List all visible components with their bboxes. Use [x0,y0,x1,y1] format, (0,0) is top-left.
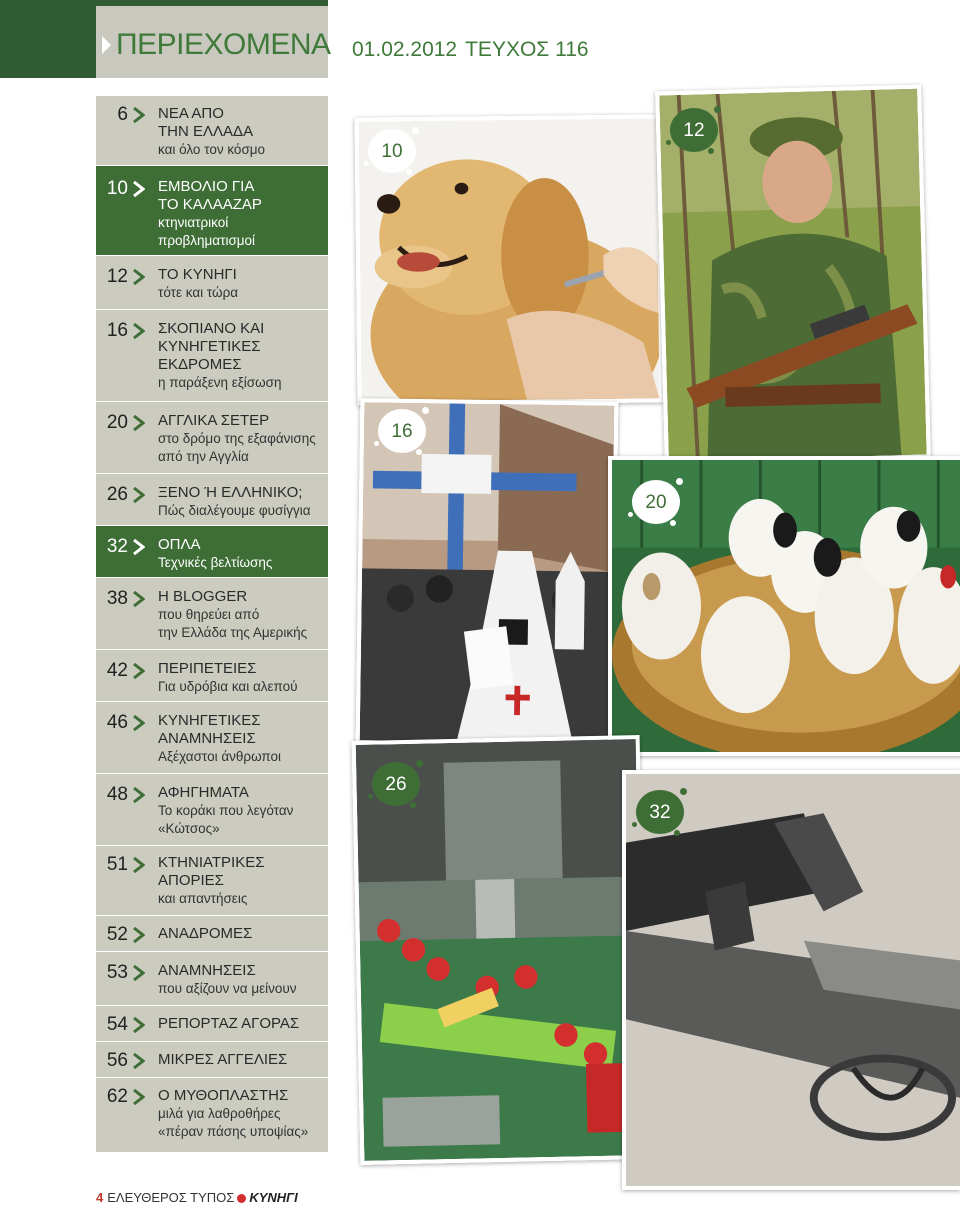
toc-item[interactable] [96,96,328,166]
page-badge [630,786,690,838]
toc-page-number: 32 [106,536,128,557]
title-box [96,6,331,78]
toc-title: Η BLOGGER [158,588,248,605]
toc-page-number: 6 [117,104,128,125]
toc-title-line2: ΤΟ ΚΑΛΑΑΖΑΡ [158,196,262,213]
toc-page-number: 16 [106,320,128,341]
toc-item[interactable] [96,952,328,1006]
toc-subtitle-line2: την Ελλάδα της Αμερικής [158,625,308,640]
toc-text [158,925,324,943]
toc-title-line3: ΕΚΔΡΟΜΕΣ [158,356,242,373]
chevron-right-icon [132,1053,145,1069]
toc-title: ΜΙΚΡΕΣ ΑΓΓΕΛΙΕΣ [158,1051,288,1068]
chevron-right-icon [132,787,145,803]
toc-page-number: 10 [106,178,128,199]
toc-title: ΚΥΝΗΓΕΤΙΚΕΣ [158,712,261,729]
toc-subtitle-line2: από την Αγγλία [158,449,249,464]
toc-subtitle: Πώς διαλέγουμε φυσίγγια [158,503,311,518]
page-title: ΠΕΡΙΕΧΟΜΕΝΑ [116,28,331,61]
chevron-right-icon [132,323,145,339]
toc-title: ΣΚΟΠΙΑΝΟ ΚΑΙ [158,320,265,337]
toc-item[interactable] [96,310,328,402]
badge-splash [416,760,423,767]
toc-text [158,588,324,642]
toc-text [158,412,324,466]
badge-splash [412,127,419,134]
page-badge [362,125,422,177]
toc-page-number: 38 [106,588,128,609]
toc-subtitle-line2: «πέραν πάσης υποψίας» [158,1124,309,1139]
toc-subtitle-line2: «Κώτσος» [158,821,220,836]
toc-title: ΑΝΑΔΡΟΜΕΣ [158,925,253,942]
toc-subtitle: και απαντήσεις [158,891,248,906]
toc-item[interactable] [96,1078,328,1152]
toc-title: ΝΕΑ ΑΠΟ [158,105,224,122]
chevron-right-icon [132,107,145,123]
toc-title-line2: ΑΝΑΜΝΗΣΕΙΣ [158,730,256,747]
badge-splash [406,169,412,175]
footer-page-number: 4 [96,1190,104,1205]
badge-label: 26 [385,774,407,795]
page-badge [366,758,426,810]
chevron-right-icon [132,181,145,197]
chevron-right-icon [132,663,145,679]
chevron-right-icon [132,487,145,503]
toc-text [158,178,324,250]
toc-title: ΠΕΡΙΠΕΤΕΙΕΣ [158,660,257,677]
toc-text [158,1015,324,1033]
page-badge [626,476,686,528]
toc-item[interactable] [96,256,328,310]
page-badge [664,104,724,156]
badge-splash [676,478,683,485]
toc-page-number: 48 [106,784,128,805]
toc-subtitle: τότε και τώρα [158,285,239,300]
issue-number: ΤΕΥΧΟΣ 116 [465,38,589,61]
footer-supplement: ΚΥΝΗΓΙ [249,1190,298,1205]
toc-page-number: 26 [106,484,128,505]
toc-subtitle: Για υδρόβια και αλεπού [158,679,298,694]
toc-title: ΕΜΒΟΛΙΟ ΓΙΑ [158,178,255,195]
toc-text [158,105,324,159]
chevron-right-icon [132,927,145,943]
toc-title: ΟΠΛΑ [158,536,201,553]
toc-title: ΡΕΠΟΡΤΑΖ ΑΓΟΡΑΣ [158,1015,300,1032]
toc-item[interactable] [96,846,328,916]
toc-title: ΚΤΗΝΙΑΤΡΙΚΕΣ [158,854,265,871]
toc-item[interactable] [96,1006,328,1042]
toc-text [158,660,324,696]
toc-page-number: 62 [106,1086,128,1107]
issue-info [352,38,589,62]
red-dot-icon [237,1194,246,1203]
toc-subtitle: που θηρεύει από [158,607,260,622]
chevron-right-icon [132,715,145,731]
toc-text [158,536,324,572]
toc-title-line2: ΑΠΟΡΙΕΣ [158,872,224,889]
toc-item[interactable] [96,474,328,526]
badge-splash [674,830,680,836]
toc-title: ΞΕΝΟ Ή ΕΛΛΗΝΙΚΟ; [158,484,303,501]
toc-text [158,854,324,908]
toc-subtitle: κτηνιατρικοί [158,215,229,230]
toc-item[interactable] [96,526,328,578]
toc-title-line2: ΤΗΝ ΕΛΛΑΔΑ [158,123,254,140]
toc-page-number: 52 [106,924,128,945]
page-badge [372,405,432,457]
toc-subtitle: που αξίζουν να μείνουν [158,981,297,996]
badge-label: 12 [683,120,705,141]
badge-splash [416,449,422,455]
toc-subtitle: στο δρόμο της εξαφάνισης [158,431,316,446]
badge-splash [410,802,416,808]
toc-title-line2: ΚΥΝΗΓΕΤΙΚΕΣ [158,338,261,355]
badge-label: 32 [649,802,671,823]
badge-splash [680,788,687,795]
toc-page-number: 56 [106,1050,128,1071]
toc-title: ΑΓΓΛΙΚΑ ΣΕΤΕΡ [158,412,270,429]
chevron-right-icon [132,415,145,431]
badge-label: 16 [391,421,413,442]
toc-item[interactable] [96,578,328,650]
toc-title: ΤΟ ΚΥΝΗΓΙ [158,266,237,283]
badge-splash [422,407,429,414]
toc-subtitle: μιλά για λαθροθήρες [158,1106,281,1121]
toc-subtitle: Τεχνικές βελτίωσης [158,555,273,570]
badge-label: 10 [381,141,403,162]
toc-subtitle: Αξέχαστοι άνθρωποι [158,749,282,764]
toc-title: ΑΝΑΜΝΗΣΕΙΣ [158,962,256,979]
chevron-right-icon [132,539,145,555]
toc-text [158,712,324,766]
badge-splash [670,520,676,526]
footer-magazine: ΕΛΕΥΘΕΡΟΣ ΤΥΠΟΣ [107,1190,235,1205]
toc-item[interactable] [96,1042,328,1078]
badge-splash [708,148,714,154]
toc-page-number: 42 [106,660,128,681]
chevron-right-icon [102,36,111,54]
chevron-right-icon [132,591,145,607]
toc-text [158,962,324,998]
chevron-right-icon [132,857,145,873]
toc-page-number: 51 [106,854,128,875]
chevron-right-icon [132,1017,145,1033]
toc-item[interactable] [96,166,328,256]
toc-page-number: 53 [106,962,128,983]
toc-item[interactable] [96,916,328,952]
toc-page-number: 54 [106,1014,128,1035]
toc-subtitle-line2: προβληματισμοί [158,233,256,248]
chevron-right-icon [132,965,145,981]
chevron-right-icon [132,1089,145,1105]
toc-text [158,266,324,302]
toc-item[interactable] [96,774,328,846]
badge-label: 20 [645,492,667,513]
toc-text [158,484,324,520]
toc-page-number: 46 [106,712,128,733]
issue-date: 01.02.2012 [352,38,458,61]
chevron-right-icon [132,269,145,285]
toc-title: Ο ΜΥΘΟΠΛΑΣΤΗΣ [158,1087,289,1104]
toc-sidebar [96,96,328,1152]
toc-text [158,320,324,392]
badge-splash [714,106,721,113]
footer [96,1190,298,1205]
toc-subtitle: Το κοράκι που λεγόταν [158,803,294,818]
toc-text [158,1051,324,1069]
toc-item[interactable] [96,402,328,474]
toc-subtitle: και όλο τον κόσμο [158,142,266,157]
toc-text [158,1087,324,1141]
toc-item[interactable] [96,702,328,774]
toc-text [158,784,324,838]
toc-page-number: 20 [106,412,128,433]
toc-item[interactable] [96,650,328,702]
toc-title: ΑΦΗΓΗΜΑΤΑ [158,784,249,801]
toc-page-number: 12 [106,266,128,287]
toc-subtitle: η παράξενη εξίσωση [158,375,282,390]
